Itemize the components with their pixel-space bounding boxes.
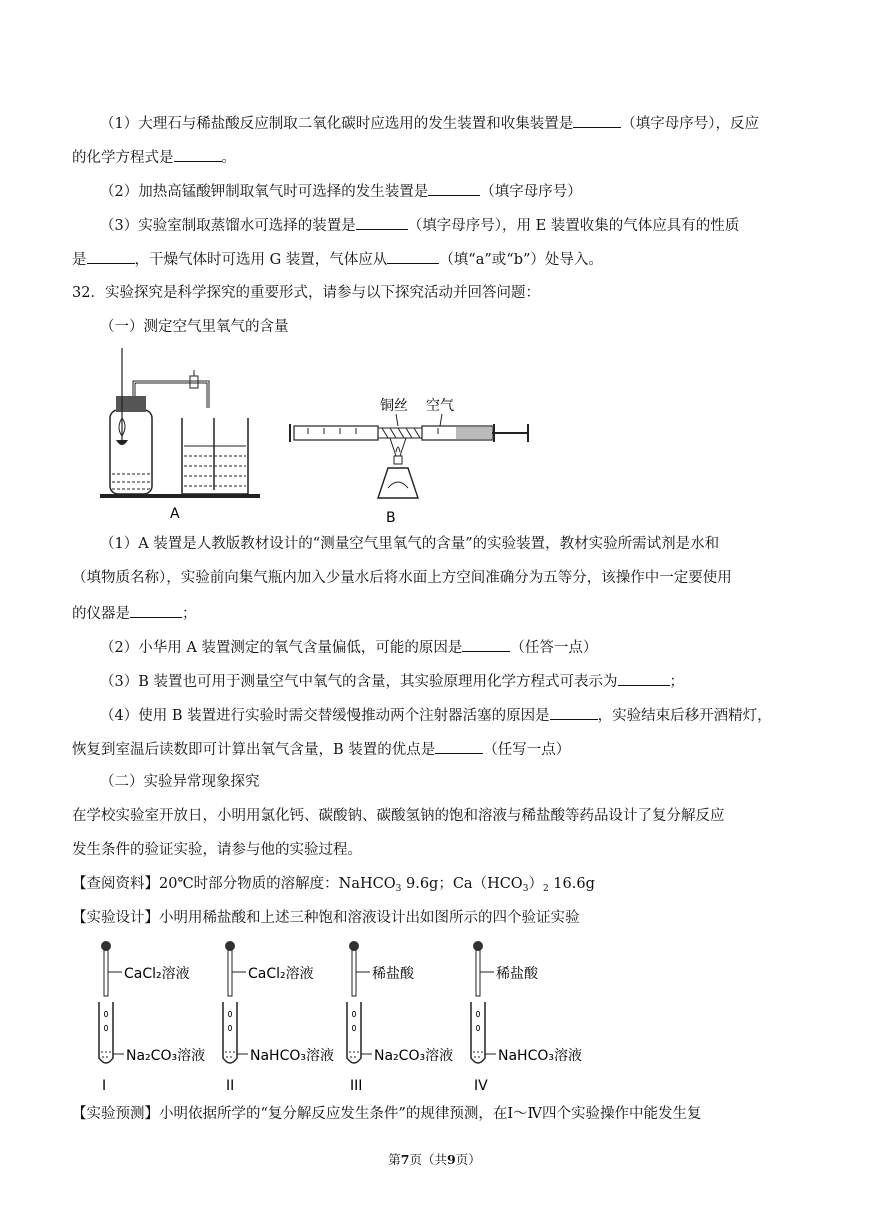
answer-blank[interactable] [618,670,670,686]
dropper-icon [104,950,108,996]
air-label: 空气 [426,398,454,414]
answer-blank[interactable] [435,738,483,754]
q31-part2: （2）加热高锰酸钾制取氧气时可选择的发生装置是 （填字母序号） [100,180,582,202]
answer-blank[interactable] [550,704,598,720]
dropper-reagent-label: 稀盐酸 [496,966,538,982]
test-tube-setup [347,941,453,1094]
answer-blank[interactable] [130,602,182,618]
q31-part3-line2: 是 ，干燥气体时可选用 G 装置，气体应从 （填“a”或“b”）处导入。 [72,248,603,270]
answer-blank[interactable] [87,248,135,264]
q32-s1-line3: 的仪器是 ； [72,602,197,624]
q31-part3-line1: （3）实验室制取蒸馏水可选择的装置是 （填字母序号），用 E 装置收集的气体应具有的性质 [100,214,739,236]
tube-numeral-label: III [350,1078,363,1094]
dropper-icon [476,950,480,996]
tube-solution-label: Na₂CO₃溶液 [126,1048,206,1064]
q31-part1-line1: （1）大理石与稀盐酸反应制取二氧化碳时应选用的发生装置和收集装置是 （填字母序号），反应 [100,112,759,134]
dropper-reagent-label: CaCl₂溶液 [124,966,190,982]
answer-blank[interactable] [428,180,480,196]
q32-s2: （2）小华用 A 装置测定的氧气含量偏低，可能的原因是 （任答一点） [100,636,597,658]
q32-design: 【实验设计】小明用稀盐酸和上述三种饱和溶液设计出如图所示的四个验证实验 [72,910,580,926]
test-tubes-figure [96,938,596,1100]
answer-blank[interactable] [573,112,621,128]
gas-collecting-jar [110,348,152,494]
q32-s4-line2: 恢复到室温后读数即可计算出氧气含量，B 装置的优点是 （任写一点） [72,738,570,760]
tube-solution-label: NaHCO₃溶液 [498,1048,582,1064]
q32-part1-title: （一）测定空气里氧气的含量 [100,319,289,335]
oxygen-apparatus-figure [98,348,538,526]
copper-wire-label: 铜丝 [380,398,408,414]
answer-blank[interactable] [174,146,222,162]
q32-prediction: 【实验预测】小明依据所学的“复分解反应发生条件”的规律预测，在Ⅰ～Ⅳ四个实验操作中能发生复 [72,1106,702,1122]
page-footer: 第7页（共9页） [388,1152,481,1167]
test-tube-setup [99,941,205,1094]
tube-numeral-label: I [102,1078,107,1094]
figure-label-b: B [386,510,396,526]
clamp-icon [190,370,198,388]
dropper-icon [228,950,232,996]
q32-p2-line1: 在学校实验室开放日，小明用氯化钙、碳酸钠、碳酸氢钠的饱和溶液与稀盐酸等药品设计了复分解反应 [72,808,725,824]
test-tube-setup [471,941,582,1094]
test-tube-setup [223,941,334,1094]
figure-label-a: A [170,506,180,522]
beaker [182,418,248,494]
q32-p2-line2: 发生条件的验证实验，请参与他的实验过程。 [72,842,362,858]
q31-part1-line2: 的化学方程式是 。 [72,146,236,168]
tube-numeral-label: IV [474,1078,488,1094]
q32-s3: （3）B 装置也可用于测量空气中氧气的含量，其实验原理用化学方程式可表示为 ； [100,670,684,692]
answer-blank[interactable] [356,214,408,230]
answer-blank[interactable] [462,636,510,652]
q32-s1-line2: （填物质名称），实验前向集气瓶内加入少量水后将水面上方空间准确分为五等分，该操作中一定要使用 [72,570,732,586]
tube-solution-label: NaHCO₃溶液 [250,1048,334,1064]
answer-blank[interactable] [387,248,439,264]
q32-s4-line1: （4）使用 B 装置进行实验时需交替缓慢推动两个注射器活塞的原因是 ，实验结束后移开酒精灯， [100,704,772,726]
q32-intro: 32．实验探究是科学探究的重要形式，请参与以下探究活动并回答问题： [72,285,540,301]
tube-solution-label: Na₂CO₃溶液 [374,1048,454,1064]
tube-numeral-label: II [226,1078,235,1094]
syringe-apparatus [290,424,528,442]
q32-s1-line1: （1）A 装置是人教版教材设计的“测量空气里氧气的含量”的实验装置，教材实验所需试剂是水和 [100,536,720,552]
dropper-icon [352,950,356,996]
dropper-reagent-label: 稀盐酸 [372,966,414,982]
q32-reference-data: 【查阅资料】20℃时部分物质的溶解度：NaHCO$_3$ 9.6g；$Ca(HCO_3)_2$ 16.6g [72,876,595,894]
dropper-reagent-label: CaCl₂溶液 [248,966,314,982]
q32-part2-title: （二）实验异常现象探究 [100,774,260,790]
alcohol-lamp-icon [378,438,418,498]
